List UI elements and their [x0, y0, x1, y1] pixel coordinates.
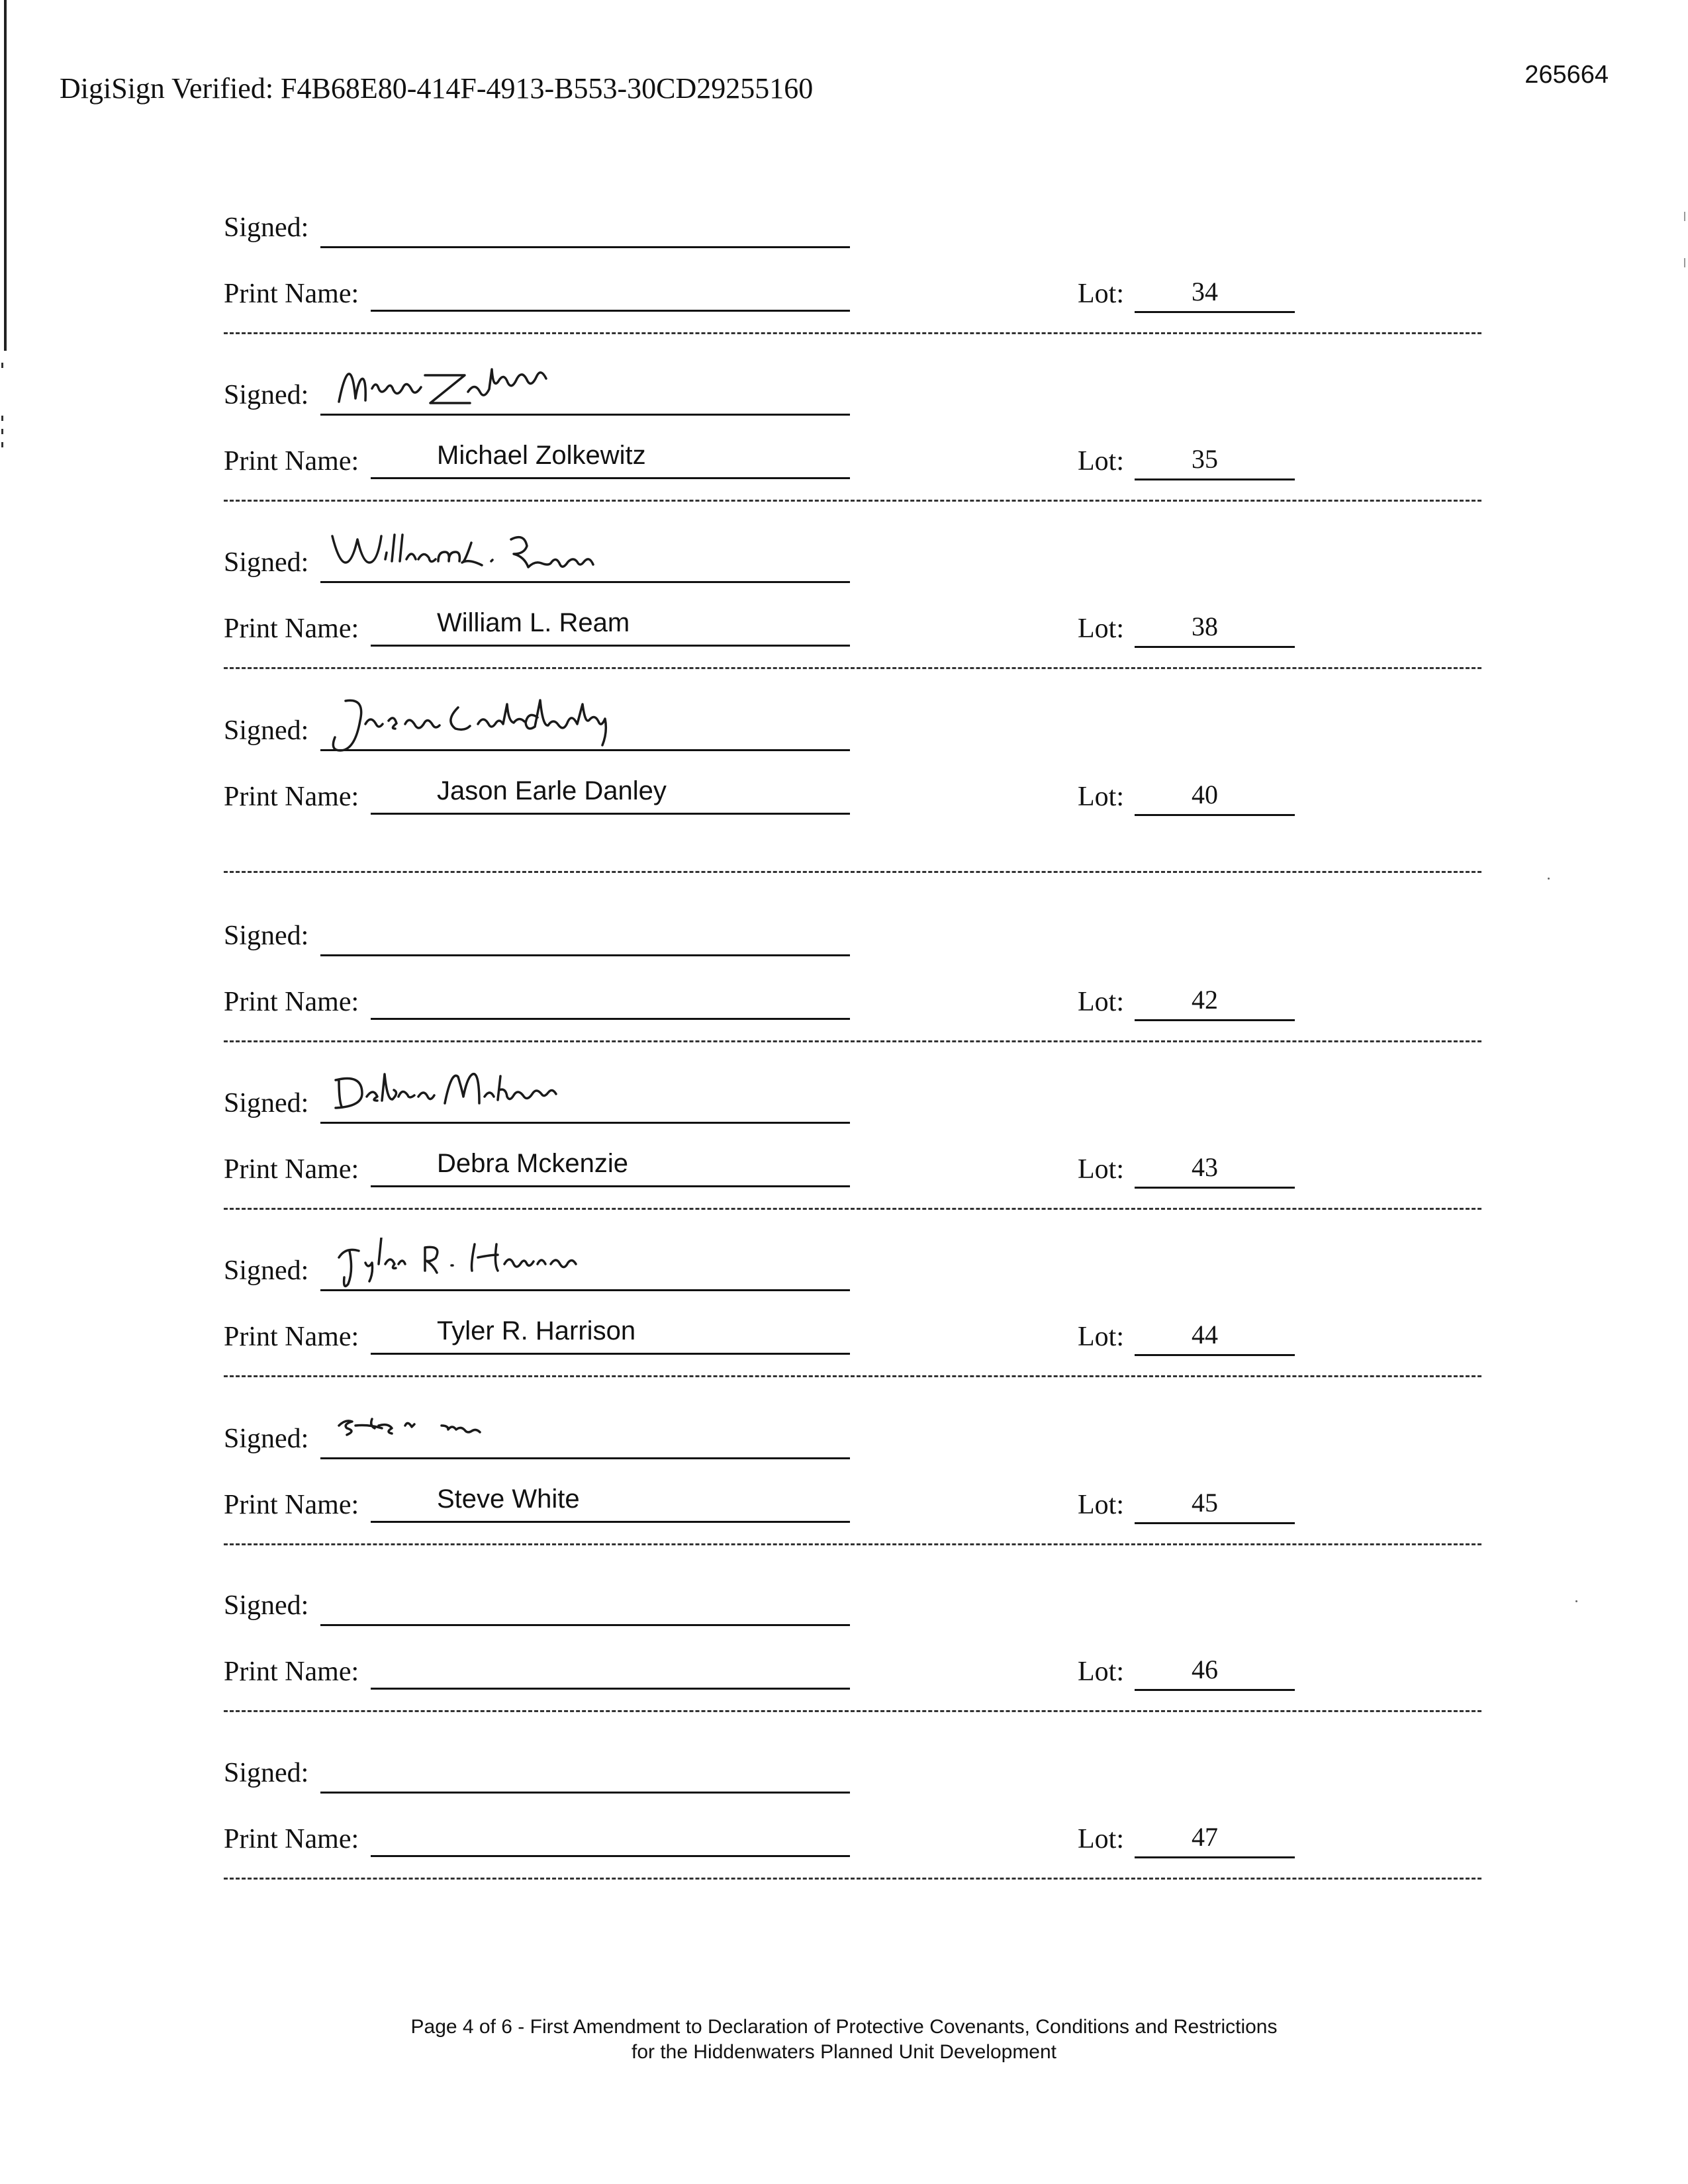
signed-label: Signed:	[224, 380, 309, 410]
signature-line	[320, 1416, 850, 1459]
print-name-line	[371, 774, 850, 815]
lot-number: 35	[1192, 444, 1218, 474]
lot-label: Lot:	[1078, 446, 1124, 477]
printed-name: William L. Ream	[437, 608, 630, 637]
print-name-line	[371, 1817, 850, 1857]
lot-line	[1135, 1823, 1295, 1858]
lot-number: 44	[1192, 1320, 1218, 1349]
lot-line	[1135, 986, 1295, 1021]
signature-line	[320, 1583, 850, 1626]
dashed-divider	[224, 667, 1481, 669]
signature-line	[320, 205, 850, 248]
lot-label: Lot:	[1078, 987, 1124, 1017]
lot-label: Lot:	[1078, 782, 1124, 812]
print-name-label: Print Name:	[224, 1154, 359, 1185]
print-name-label: Print Name:	[224, 1824, 359, 1854]
print-name-line	[371, 1482, 850, 1523]
lot-label: Lot:	[1078, 1322, 1124, 1352]
scan-speck	[1548, 878, 1550, 880]
signature-line	[320, 1751, 850, 1794]
lot-number: 46	[1192, 1655, 1218, 1684]
print-name-label: Print Name:	[224, 614, 359, 644]
handwritten-signature	[326, 1238, 643, 1307]
print-name-label: Print Name:	[224, 279, 359, 309]
handwritten-signature	[326, 529, 643, 599]
scan-mark	[1684, 212, 1685, 221]
signature-block	[224, 1751, 1481, 1923]
signature-line	[320, 913, 850, 956]
printed-name: Michael Zolkewitz	[437, 441, 646, 470]
print-name-line	[371, 979, 850, 1020]
lot-line	[1135, 445, 1295, 480]
lot-label: Lot:	[1078, 279, 1124, 309]
scan-mark	[1, 442, 3, 447]
signature-block	[224, 540, 1481, 712]
print-name-label: Print Name:	[224, 1322, 359, 1352]
signature-block	[224, 708, 1481, 880]
lot-label: Lot:	[1078, 1657, 1124, 1687]
signature-line	[320, 708, 850, 751]
lot-number: 40	[1192, 780, 1218, 809]
print-name-label: Print Name:	[224, 987, 359, 1017]
lot-label: Lot:	[1078, 1490, 1124, 1520]
signature-block	[224, 373, 1481, 545]
print-name-label: Print Name:	[224, 782, 359, 812]
dashed-divider	[224, 1375, 1481, 1377]
scan-mark	[1684, 258, 1685, 267]
scan-mark	[1, 363, 3, 368]
print-name-line	[371, 1147, 850, 1187]
signature-block	[224, 1248, 1481, 1420]
lot-label: Lot:	[1078, 1824, 1124, 1854]
signed-label: Signed:	[224, 1590, 309, 1621]
print-name-label: Print Name:	[224, 446, 359, 477]
printed-name: Debra Mckenzie	[437, 1149, 629, 1178]
signed-label: Signed:	[224, 212, 309, 243]
handwritten-signature	[326, 1406, 643, 1475]
handwritten-signature	[326, 1070, 643, 1140]
signed-label: Signed:	[224, 1255, 309, 1286]
signature-block	[224, 1583, 1481, 1755]
print-name-line	[371, 1649, 850, 1690]
lot-number: 43	[1192, 1152, 1218, 1182]
handwritten-signature	[326, 698, 643, 767]
print-name-line	[371, 1314, 850, 1355]
signed-label: Signed:	[224, 1424, 309, 1454]
lot-line	[1135, 278, 1295, 313]
lot-number: 38	[1192, 612, 1218, 641]
document-number: 265664	[1524, 61, 1609, 89]
printed-name: Jason Earle Danley	[437, 776, 667, 805]
signature-line	[320, 1248, 850, 1291]
print-name-line	[371, 606, 850, 647]
dashed-divider	[224, 1878, 1481, 1880]
dashed-divider	[224, 1040, 1481, 1042]
scan-mark	[1, 429, 3, 434]
scan-speck	[1575, 1600, 1577, 1602]
lot-label: Lot:	[1078, 614, 1124, 644]
lot-line	[1135, 613, 1295, 648]
dashed-divider	[224, 871, 1481, 873]
lot-line	[1135, 1489, 1295, 1524]
lot-line	[1135, 781, 1295, 816]
page-footer	[0, 2015, 1688, 2065]
lot-label: Lot:	[1078, 1154, 1124, 1185]
signature-line	[320, 373, 850, 416]
signature-line	[320, 1081, 850, 1124]
digisign-verification: DigiSign Verified: F4B68E80-414F-4913-B553-30CD29255160	[60, 72, 814, 105]
signed-label: Signed:	[224, 1088, 309, 1118]
signature-block	[224, 205, 1481, 377]
print-name-label: Print Name:	[224, 1490, 359, 1520]
lot-number: 34	[1192, 277, 1218, 306]
signature-line	[320, 540, 850, 583]
signed-label: Signed:	[224, 1758, 309, 1788]
print-name-line	[371, 271, 850, 312]
signed-label: Signed:	[224, 547, 309, 578]
scan-edge	[4, 0, 7, 351]
dashed-divider	[224, 332, 1481, 334]
handwritten-signature	[326, 362, 643, 432]
lot-number: 45	[1192, 1488, 1218, 1518]
signature-block	[224, 1416, 1481, 1588]
dashed-divider	[224, 1543, 1481, 1545]
lot-number: 42	[1192, 985, 1218, 1015]
print-name-line	[371, 439, 850, 479]
printed-name: Tyler R. Harrison	[437, 1316, 636, 1345]
dashed-divider	[224, 1208, 1481, 1210]
lot-line	[1135, 1321, 1295, 1356]
scan-mark	[1, 416, 3, 421]
dashed-divider	[224, 500, 1481, 502]
signed-label: Signed:	[224, 715, 309, 746]
signature-block	[224, 913, 1481, 1085]
signature-block	[224, 1081, 1481, 1253]
printed-name: Steve White	[437, 1484, 580, 1514]
lot-number: 47	[1192, 1822, 1218, 1852]
lot-line	[1135, 1656, 1295, 1691]
signed-label: Signed:	[224, 921, 309, 951]
print-name-label: Print Name:	[224, 1657, 359, 1687]
lot-line	[1135, 1154, 1295, 1189]
footer-line-2: for the Hiddenwaters Planned Unit Development	[631, 2041, 1057, 2063]
dashed-divider	[224, 1710, 1481, 1712]
footer-line-1: Page 4 of 6 - First Amendment to Declaration of Protective Covenants, Conditions and Restrictions	[410, 2016, 1278, 2038]
